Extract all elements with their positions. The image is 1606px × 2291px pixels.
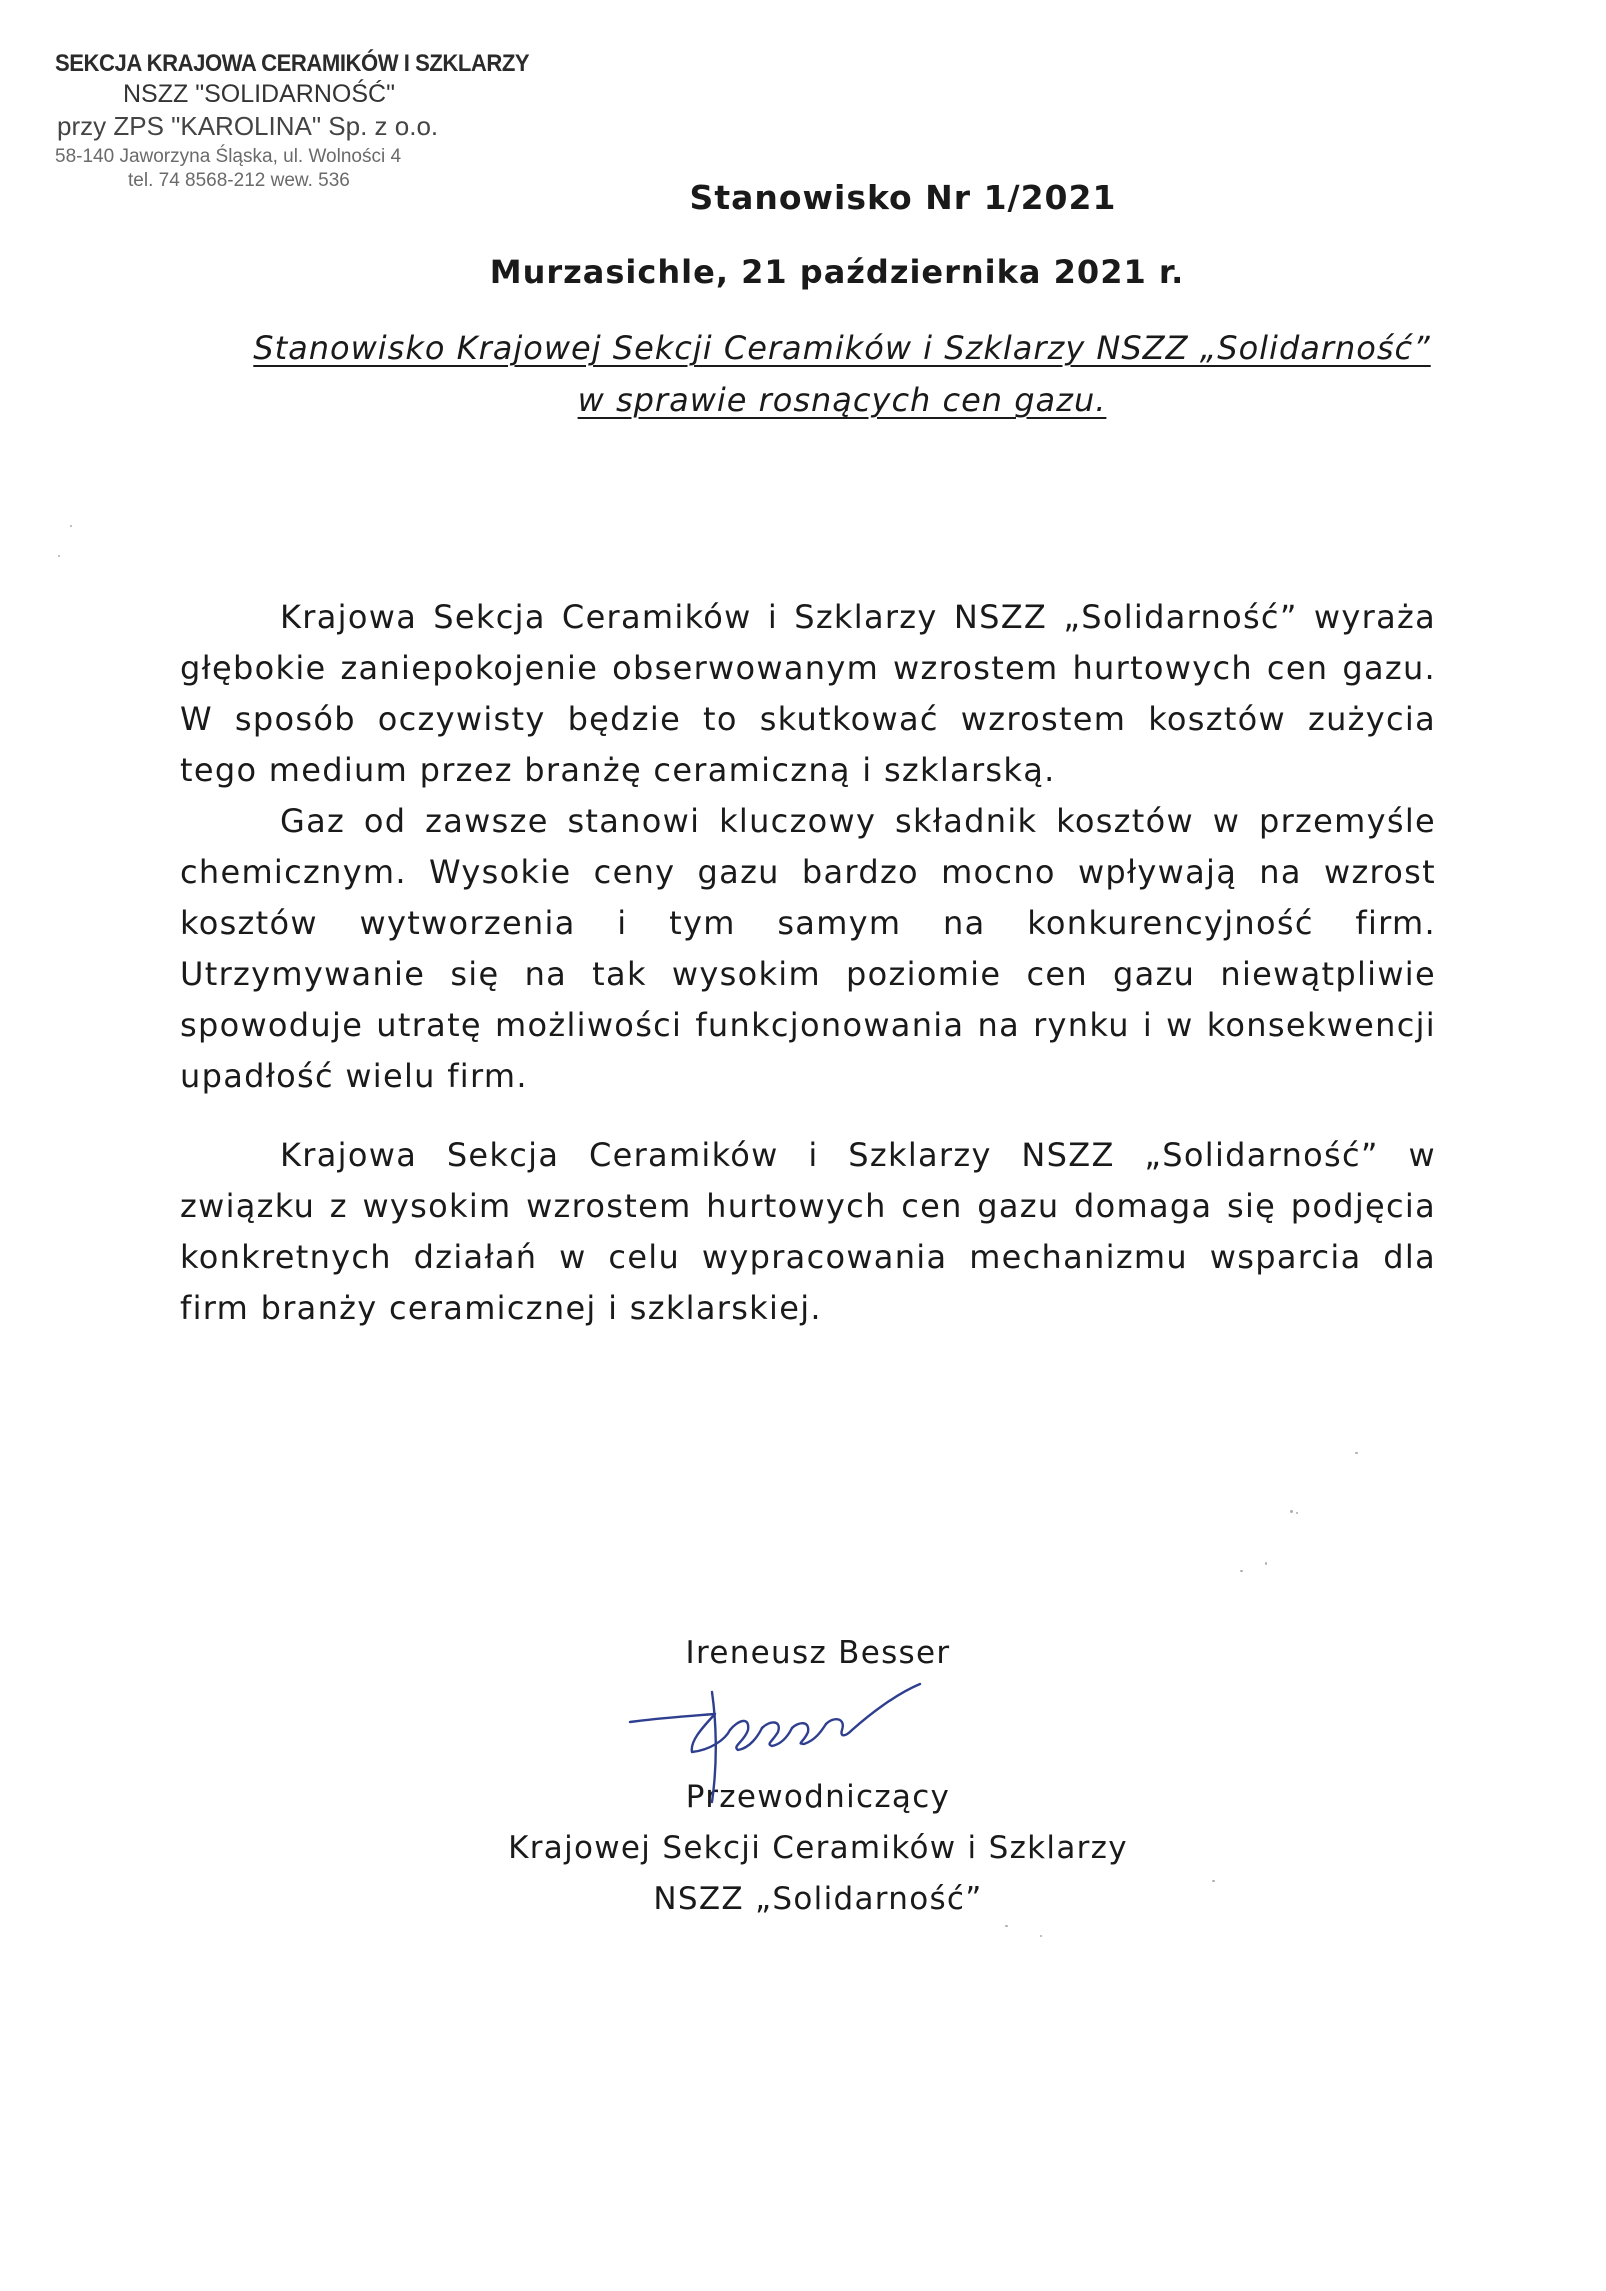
stamp-line-address: 58-140 Jaworzyna Śląska, ul. Wolności 4 [55, 146, 402, 167]
scan-speck [58, 555, 60, 557]
scan-speck [1290, 1510, 1293, 1513]
body-paragraph: Krajowa Sekcja Ceramików i Szklarzy NSZZ „Solidarność” wyraża głębokie zaniepokojenie obserwowanym wzrostem hurtowych cen gazu. W sposób oczywisty będzie to skutkować wzrostem kosztów zużycia tego medium przez branżę ceramiczną i szklarską. [180, 598, 1436, 789]
scan-speck [1240, 1570, 1243, 1572]
document-number: Stanowisko Nr 1/2021 [689, 178, 1117, 217]
stamp-line-union: NSZZ "SOLIDARNOŚĆ" [123, 80, 395, 108]
organization-stamp [55, 50, 530, 192]
subject-line-1: Stanowisko Krajowej Sekcji Ceramików i Szklarzy NSZZ „Solidarność” [253, 329, 1431, 367]
document-subject [0, 322, 1606, 426]
scan-speck [1005, 1925, 1008, 1927]
scan-speck [1265, 1562, 1267, 1565]
signatory-role: Przewodniczący [685, 1779, 951, 1815]
signatory-organization-line-1: Krajowej Sekcji Ceramików i Szklarzy [508, 1830, 1128, 1866]
document-body [180, 592, 1436, 1334]
scan-speck [1296, 1512, 1298, 1514]
signatory-name: Ireneusz Besser [685, 1635, 951, 1671]
stamp-line-company: przy ZPS "KAROLINA" Sp. z o.o. [57, 111, 439, 141]
scan-speck [1212, 1880, 1215, 1882]
signatory-organization-line-2: NSZZ „Solidarność” [653, 1881, 983, 1917]
scan-speck [1040, 1935, 1042, 1937]
handwritten-signature [620, 1680, 940, 1810]
stamp-line-organization: SEKCJA KRAJOWA CERAMIKÓW I SZKLARZY [55, 50, 530, 77]
document-place-date: Murzasichle, 21 października 2021 r. [489, 253, 1185, 291]
scan-speck [70, 525, 72, 527]
body-paragraph: Krajowa Sekcja Ceramików i Szklarzy NSZZ „Solidarność” w związku z wysokim wzrostem hurtowych cen gazu domaga się podjęcia konkretnych działań w celu wypracowania mechanizmu wsparcia dla firm branży ceramicznej i szklarskiej. [180, 1136, 1436, 1327]
scan-speck [1355, 1452, 1358, 1454]
stamp-line-phone: tel. 74 8568-212 wew. 536 [128, 170, 350, 191]
subject-line-2: w sprawie rosnących cen gazu. [577, 381, 1107, 419]
body-paragraph: Gaz od zawsze stanowi kluczowy składnik kosztów w przemyśle chemicznym. Wysokie ceny gazu bardzo mocno wpływają na wzrost kosztów wytworzenia i tym samym na konkurencyjność firm. Utrzymywanie się na tak wysokim poziomie cen gazu niewątpliwie spowoduje utratę możliwości funkcjonowania na rynku i w konsekwencji upadłość wielu firm. [180, 802, 1436, 1095]
